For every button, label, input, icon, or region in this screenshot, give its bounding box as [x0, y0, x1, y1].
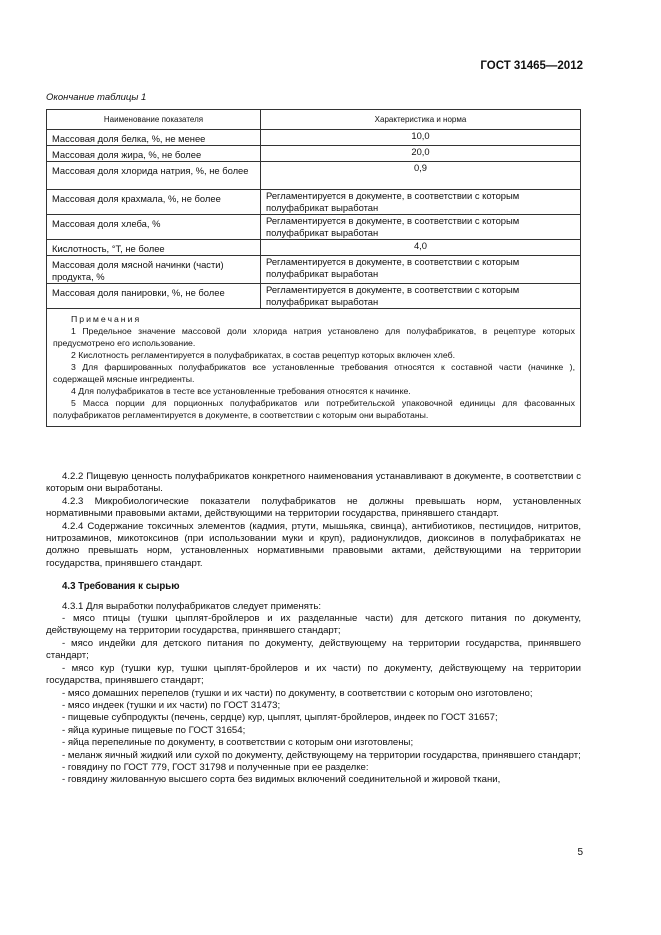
row-value: 10,0	[261, 130, 581, 146]
row-value: Регламентируется в документе, в соответствии с которым полуфабрикат выработан	[261, 256, 581, 284]
list-item: - мясо домашних перепелов (тушки и их части) по документу, в соответствии с которым оно изготовлено;	[62, 687, 533, 699]
row-value: Регламентируется в документе, в соответствии с которым полуфабрикат выработан	[261, 284, 581, 309]
list-item: - меланж яичный жидкий или сухой по документу, действующему на территории государства, принявшего стандарт;	[62, 749, 581, 761]
note-item: 5 Масса порции для порционных полуфабрикатов или потребительской упаковочной единицы для фасованных полуфабрикатов регламентируется в документе, в соответствии с которым они выработаны.	[53, 398, 575, 420]
body-text	[46, 471, 581, 787]
table-notes	[47, 309, 581, 427]
row-name: Массовая доля хлеба, %	[47, 215, 261, 240]
row-name: Массовая доля жира, %, не более	[47, 146, 261, 162]
section-title: 4.3 Требования к сырью	[62, 581, 180, 593]
paragraph-4-3-1: 4.3.1 Для выработки полуфабрикатов следует применять:	[62, 600, 322, 612]
table-row	[47, 284, 581, 309]
table-row	[47, 146, 581, 162]
row-name: Массовая доля крахмала, %, не более	[47, 190, 261, 215]
note-item: 3 Для фаршированных полуфабрикатов все установленные требования относятся к составной части (начинке ), содержащей мясные ингредиенты.	[53, 362, 575, 384]
list-item: - говядину по ГОСТ 779, ГОСТ 31798 и полученные при ее разделке:	[62, 761, 369, 773]
row-name: Кислотность, °Т, не более	[47, 240, 261, 256]
row-name: Массовая доля мясной начинки (части) продукта, %	[47, 256, 261, 284]
row-name: Массовая доля хлорида натрия, %, не более	[47, 162, 261, 190]
row-value: Регламентируется в документе, в соответствии с которым полуфабрикат выработан	[261, 190, 581, 215]
row-value: 4,0	[261, 240, 581, 256]
paragraph-4-2-2: 4.2.2 Пищевую ценность полуфабрикатов конкретного наименования устанавливают в документе, в соответствии с которым они выработаны.	[46, 471, 581, 495]
row-name: Массовая доля белка, %, не менее	[47, 130, 261, 146]
row-name: Массовая доля панировки, %, не более	[47, 284, 261, 309]
list-item: - мясо индеек (тушки и их части) по ГОСТ 31473;	[62, 699, 281, 711]
list-item: - яйца куриные пищевые по ГОСТ 31654;	[62, 724, 246, 736]
note-item: 4 Для полуфабрикатов в тесте все установленные требования относятся к начинке.	[71, 386, 411, 396]
table-row	[47, 240, 581, 256]
table-row	[47, 162, 581, 190]
paragraph-4-2-4: 4.2.4 Содержание токсичных элементов (кадмия, ртути, мышьяка, свинца), антибиотиков, пестицидов, нитритов, нитрозаминов, микотоксинов (при использовании муки и круп), радионуклидов, диоксинов в полуфабрикатах не должно превышать норм, установленных нормативными правовыми актами, действующими на территории государства, принявшего стандарт.	[46, 520, 581, 569]
table-caption: Окончание таблицы 1	[46, 92, 147, 103]
table-row	[47, 190, 581, 215]
standard-header: ГОСТ 31465—2012	[480, 60, 583, 72]
note-item: 2 Кислотность регламентируется в полуфабрикатах, в состав рецептур которых включен хлеб.	[71, 350, 455, 360]
table-row	[47, 215, 581, 240]
row-value: 20,0	[261, 146, 581, 162]
table-row	[47, 130, 581, 146]
spec-table	[46, 109, 581, 427]
notes-row	[47, 309, 581, 427]
col-header-value: Характеристика и норма	[261, 110, 581, 130]
table-header-row	[47, 110, 581, 130]
col-header-name: Наименование показателя	[47, 110, 261, 130]
page-number: 5	[577, 847, 583, 858]
note-item: 1 Предельное значение массовой доли хлорида натрия установлено для полуфабрикатов, в рецептуре которых предусмотрено его использование.	[53, 326, 575, 348]
table-row	[47, 256, 581, 284]
list-item: - говядину жилованную высшего сорта без видимых включений соединительной и жировой ткани,	[62, 774, 501, 786]
row-value: 0,9	[261, 162, 581, 190]
list-item: - мясо индейки для детского питания по документу, действующему на территории государства, принявшего стандарт;	[46, 637, 581, 662]
paragraph-4-2-3: 4.2.3 Микробиологические показатели полуфабрикатов не должны превышать норм, установленных нормативными правовыми актами, действующими на территории государства, принявшего стандарт.	[46, 495, 581, 520]
list-item: - мясо кур (тушки кур, тушки цыплят-бройлеров и их части) по документу, действующему на территории государства, принявшего стандарт;	[46, 662, 581, 687]
notes-heading: Примечания	[71, 314, 142, 324]
row-value: Регламентируется в документе, в соответствии с которым полуфабрикат выработан	[261, 215, 581, 240]
list-item: - яйца перепелиные по документу, в соответствии с которым они изготовлены;	[62, 737, 414, 749]
list-item: - мясо птицы (тушки цыплят-бройлеров и их разделанные части) для детского питания по документу, действующему на территории государства, принявшего стандарт;	[46, 613, 581, 637]
list-item: - пищевые субпродукты (печень, сердце) кур, цыплят, цыплят-бройлеров, индеек по ГОСТ 31657;	[62, 712, 498, 724]
